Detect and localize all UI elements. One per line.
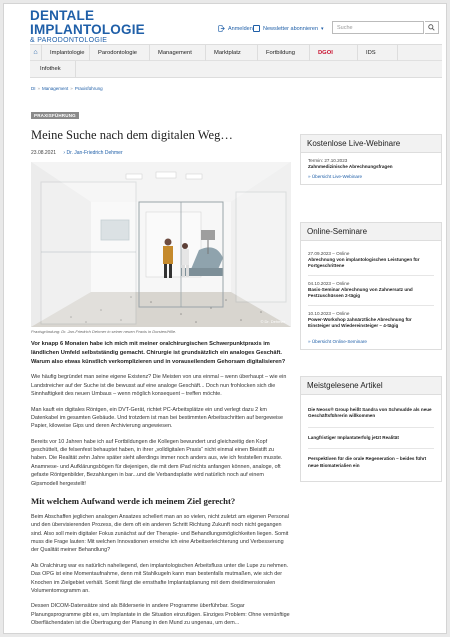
most-read-box	[300, 376, 442, 482]
article-title: Meine Suche nach dem digitalen Weg…	[31, 128, 233, 142]
nav-implantologie[interactable]: Implantologie	[42, 45, 90, 61]
nav-management[interactable]: Management	[150, 45, 206, 61]
most-read-item[interactable]: Perspektiven für die orale Regeneration – beides führt neue Biomaterialien ein	[308, 456, 427, 468]
seminar-title[interactable]: Abrechnung von implantologischen Leistungen für Fortgeschrittene	[308, 257, 420, 269]
article-paragraph: Dessen DICOM-Datensätze sind als Bilderserie in andere Programme überführbar. Sogar Planungsprogramme gibt es, um Implantate in die Situation einzufügen. Einziges Problem: Ohne vernünftige Oberflächendaten ist die Übertragung der Planung in den Mund zu ungenau, um dem...	[31, 603, 290, 627]
live-webinars-overview-link[interactable]: » Übersicht Live-Webinare	[308, 174, 363, 180]
login-link[interactable]	[218, 25, 253, 32]
most-read-item[interactable]: Langfristiger Implantaterfolg jetzt Realität	[308, 428, 434, 449]
event-title[interactable]: Zahnmedizinische Abrechnungsfragen	[308, 164, 393, 169]
mail-icon	[253, 25, 260, 32]
nav-infothek[interactable]: Infothek	[30, 61, 76, 77]
event-date: Termin: 27.10.2023	[308, 158, 348, 163]
breadcrumb-separator: »	[70, 86, 73, 91]
seminar-item[interactable]	[308, 306, 434, 335]
nav-row-2	[30, 61, 442, 77]
online-seminars-overview-link[interactable]: » Übersicht Online-Seminare	[308, 338, 367, 344]
seminar-date: 27.09.2023 – Online	[308, 251, 350, 256]
logo-line-2: IMPLANTOLOGIE	[30, 21, 145, 37]
article-paragraph: Wie häufig begründet man seine eigene Existenz? Die Meisten von uns einmal – wenn überhaupt – wie ein Landstreicher auf der Suche ist die bewusst auf eine analoge Geschäft... Doch nun frohlocken sich die Sinnhaftigkeit des neuen Umbaus – wenn möglich konsequent – treffen möchte.	[31, 374, 287, 398]
online-seminars-box	[300, 222, 442, 350]
article-date: 23.08.2021	[31, 150, 57, 156]
nav-dgoi[interactable]: DGOI	[310, 45, 358, 61]
home-icon[interactable]: ⌂	[30, 45, 42, 61]
logo-line-1: DENTALE	[30, 8, 95, 23]
site-logo[interactable]	[30, 9, 145, 44]
newsletter-label: Newsletter abonnieren	[263, 25, 319, 32]
seminar-item[interactable]	[308, 276, 434, 306]
article-subheading: Mit welchem Aufwand werde ich meinem Ziel gerecht?	[31, 495, 236, 506]
category-tag[interactable]: PRAXISFÜHRUNG	[31, 112, 79, 119]
article-author[interactable]: Dr. Jan-Friedrich Dehmer	[66, 150, 123, 156]
hero-image	[31, 162, 291, 327]
author-arrow-icon: ›	[63, 150, 66, 156]
breadcrumb-item[interactable]: DI	[31, 86, 36, 91]
article-paragraph: Beim Abschaffen jeglichen analogen Ansatzes schellert man an so vielen, nicht zuletzt am eigenen Personal und den übervisierenden Prozess, die dem oft ein anderen Schritt Richtung Zukunft noch nicht gegangen sind. Also soll mein digitaler Fokus zunächst auf der Therapie- und Behandlungsmöglichkeiten liegen. Somit muss die Frage lauten: Mit welchen Innovationen erreiche ich eine Arbeitserleichterung und Verbesserung der Qualität meiner Behandlung?	[31, 513, 289, 554]
nav-parodontologie[interactable]: Parodontologie	[90, 45, 150, 61]
search-input[interactable]: Suche	[332, 21, 424, 34]
search-button[interactable]	[425, 21, 439, 34]
online-seminars-heading: Online-Seminare	[301, 223, 441, 241]
newsletter-link[interactable]	[253, 25, 324, 32]
nav-row-1	[30, 45, 442, 61]
login-label: Anmelden	[228, 25, 253, 32]
live-webinars-heading: Kostenlose Live-Webinare	[301, 135, 441, 153]
most-read-item[interactable]: Die Neoss® Group heißt Sandra von Schmudde als neue Geschäftsführerin willkommen	[308, 400, 434, 428]
article	[31, 104, 291, 627]
seminar-date: 10.10.2023 – Online	[308, 310, 350, 316]
article-paragraph: Bereits vor 10 Jahren habe ich auf Fortbildungen die Kollegen bewundert und gleichzeitig den Kopf geschüttelt, die felsenfest behauptet haben, in ihrer „volldigitalen Praxis“ nicht einmal einen Bleistift zu haben. Die Realität zehn Jahre später sieht allerdings immer noch anders aus, wie ich feststellen musste. Anamnese- und Aufklärungsbögen für diejenigen, die mit dem iPad nichts anfangen können, analoge, oft gefaxte Röntgenbilder, Bezahlungen in bar...und die Verbandsplatte wird natürlich noch auf einem Gipsmodell hergestellt!	[31, 438, 283, 487]
breadcrumb-item[interactable]: Praxisführung	[74, 86, 103, 91]
nav-ids[interactable]: IDS	[358, 45, 398, 61]
nav-fortbildung[interactable]: Fortbildung	[258, 45, 310, 61]
image-credit: © Dr. Dehmer	[260, 319, 285, 324]
article-paragraph: Als Oralchirurg war es natürlich naheliegend, den implantologischen Arbeitsfluss unter die Lupe zu nehmen. Das OPG ist eine Momentaufnahme, denn mit Stahlkugeln kann man bestenfalls mutmaßen, wie sich der Knochen im Zielgebiet verhält. Somit fängt die ernsthafte Implantatplanung mit dem dreidimensionalen Volumentomogramm an.	[31, 562, 289, 594]
seminar-date: 04.10.2023 – Online	[308, 280, 350, 286]
live-webinars-box	[300, 134, 442, 185]
most-read-heading: Meistgelesene Artikel	[301, 377, 441, 395]
breadcrumb-separator: »	[37, 86, 41, 91]
login-icon	[218, 25, 225, 32]
image-caption: Praxisgründung: Dr. Jan-Friedrich Dehmer in seiner neuen Praxis in Dorsten/Hille.	[31, 329, 177, 334]
main-nav	[30, 44, 442, 78]
clinic-room-illustration	[31, 162, 291, 327]
page	[3, 3, 447, 634]
seminar-title[interactable]: Basis-Seminar Abrechnung von Zahnersatz und Festzuschüssen 2-tägig	[308, 286, 413, 299]
seminar-item[interactable]	[308, 246, 434, 276]
article-meta	[31, 150, 291, 156]
search-icon	[428, 24, 435, 31]
chevron-down-icon: ▾	[321, 25, 324, 32]
breadcrumb-item[interactable]: Management	[42, 86, 69, 91]
logo-line-3: & PARODONTOLOGIE	[30, 37, 108, 44]
nav-marktplatz[interactable]: Marktplatz	[206, 45, 258, 61]
seminar-title[interactable]: Power-Workshop zahnärztliche Abrechnung für Einsteiger und Wiedereinsteiger – 4-tägig	[308, 316, 412, 329]
article-lead: Vor knapp 6 Monaten habe ich mich mit meiner oralchirurgischen Schwerpunktpraxis im ländlichen Umfeld selbstständig gemacht. Chirurgie ist grundsätzlich ein analoges Geschäft. Warum also etwas künstlich verkomplizieren und in vorauseilendem Gehorsam digitalisieren?	[31, 341, 286, 365]
breadcrumb	[31, 86, 103, 91]
article-paragraph: Man kauft ein digitales Röntgen, ein DVT-Gerät, richtet PC-Arbeitsplätze ein und verlegt dazu 2 km Datenkabel im gesamten Gebäude. Und trotzdem ist man bei bestimmten Arbeitsschritten auf bergeweise Papier, kiloweise Gips und deren Archivierung angewiesen.	[31, 406, 283, 430]
